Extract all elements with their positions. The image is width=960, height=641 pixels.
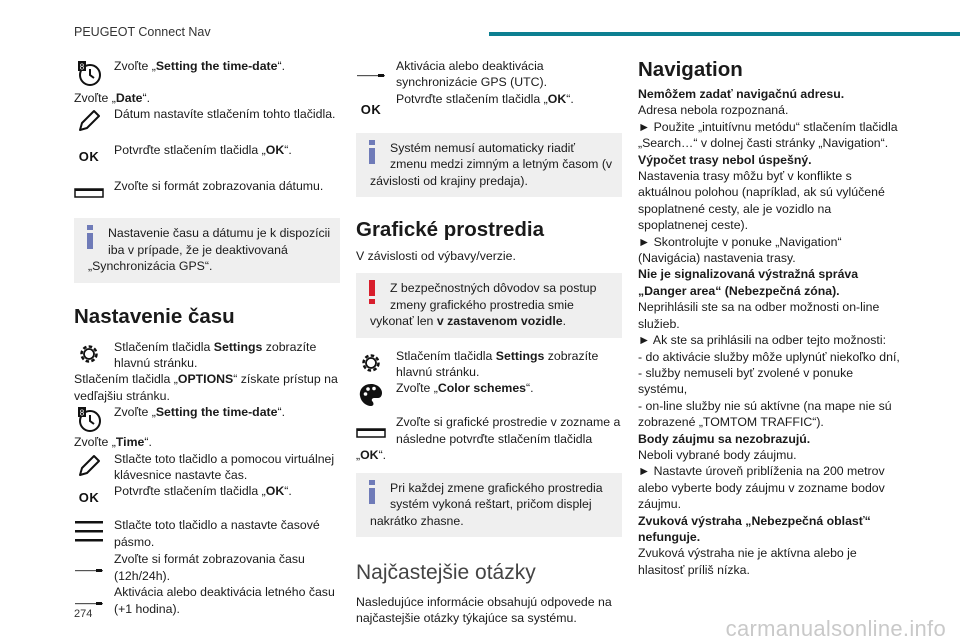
- faq-answer: ► Použite „intuitívnu metódu“ stlačením tlačidla „Search…“ v dolnej časti stránky „Navigation“.: [638, 119, 898, 151]
- ok-icon: OK: [360, 101, 382, 117]
- faq-answer: ► Ak ste sa prihlásili na odber tejto možnosti:: [638, 333, 886, 348]
- info-note: [74, 218, 340, 282]
- step-text: Aktivácia alebo deaktivácia letného času (+1 hodina).: [114, 585, 335, 616]
- faq-question: Body záujmu sa nezobrazujú.: [638, 431, 811, 446]
- step-gps: [356, 58, 622, 91]
- info-icon: [86, 225, 94, 253]
- date-intro: Zvoľte „Date“.: [74, 91, 151, 105]
- svg-text:8: 8: [79, 408, 85, 418]
- select-list-icon: [74, 178, 104, 208]
- pen-icon: [74, 106, 104, 136]
- section-heading-faq: Najčastejšie otázky: [356, 560, 536, 584]
- step-text: Zvoľte si formát zobrazovania dátumu.: [114, 179, 324, 194]
- faq-question: Zvuková výstraha „Nebezpečná oblasť“ nefunguje.: [638, 513, 871, 544]
- column-right: [638, 58, 904, 578]
- step-settings: [74, 339, 340, 372]
- section-heading-graphics: Grafické prostredia: [356, 218, 544, 242]
- step-setting-time-date: [74, 58, 340, 86]
- watermark: carmanualsonline.info: [725, 615, 946, 641]
- faq-answer: Neboli vybrané body záujmu.: [638, 447, 797, 462]
- step-text: Stlačte toto tlačidlo a pomocou virtuálnej klávesnice nastavte čas.: [114, 451, 335, 483]
- step-text: Zvoľte si grafické prostredie v zozname a následne potvrďte stlačením tlačidla: [396, 415, 621, 446]
- warning-note: [356, 273, 622, 337]
- step-select-scheme: [356, 414, 622, 447]
- info-icon: [368, 140, 376, 168]
- graphics-intro: V závislosti od výbavy/verzie.: [356, 249, 516, 264]
- step-pen-time: [74, 451, 340, 484]
- faq-answer: Nastavenia trasy môžu byť v konflikte s aktuálnou polohou (napríklad, ak sú vylúčené spoplatnené cesty, ale je vozidlo na spoplatnenej ceste).: [638, 169, 885, 233]
- toggle-line-icon: [356, 58, 386, 88]
- step-dst: [74, 584, 340, 617]
- step-text: Zvoľte „Setting the time-date“.: [114, 405, 285, 420]
- step-text: Potvrďte stlačením tlačidla „OK“.: [396, 91, 574, 106]
- step-text: Stlačením tlačidla Settings zobrazíte hlavnú stránku.: [396, 348, 599, 380]
- faq-question: Nie je signalizovaná výstražná správa „Danger area“ (Nebezpečná zóna).: [638, 267, 859, 298]
- faq-answer: ► Skontrolujte v ponuke „Navigation“ (Navigácia) nastavenia trasy.: [638, 234, 842, 266]
- clock-settings-icon: [74, 58, 104, 88]
- step-text: Dátum nastavíte stlačením tohto tlačidla.: [114, 107, 336, 122]
- palette-icon: [356, 380, 386, 410]
- page-number: 274: [74, 608, 93, 620]
- time-intro: Zvoľte „Time“.: [74, 435, 152, 450]
- faq-answer: Adresa nebola rozpoznaná.: [638, 103, 789, 118]
- note-text: Systém nemusí automaticky riadiť zmenu medzi zimným a letným časom (v závislosti od krajiny predaja).: [370, 140, 613, 188]
- column-left: [74, 58, 340, 617]
- info-icon: [368, 480, 376, 508]
- pen-icon: [74, 451, 104, 481]
- step-color-schemes: [356, 380, 622, 410]
- svg-text:8: 8: [79, 62, 85, 72]
- step-ok-date: [74, 142, 340, 176]
- step-ok-time: [74, 483, 340, 513]
- step-ok-gps: [356, 91, 622, 121]
- step-timezone: [74, 517, 340, 551]
- faq-question: Výpočet trasy nebol úspešný.: [638, 152, 812, 167]
- step-setting-time-date-2: [74, 404, 340, 430]
- step-text: Zvoľte „Setting the time-date“.: [114, 59, 285, 73]
- faq-answer: Zvuková výstraha nie je aktívna alebo je hlasitosť príliš nízka.: [638, 546, 857, 577]
- step-text: Zvoľte „Color schemes“.: [396, 381, 534, 396]
- options-text: Stlačením tlačidla „OPTIONS“ získate prístup na vedľajšiu stránku.: [74, 372, 338, 403]
- header-accent-bar: [489, 32, 960, 36]
- faq-answer: - on-line služby nie sú aktívne (na mape nie sú zobrazené „TOMTOM TRAFFIC“).: [638, 398, 892, 430]
- faq-answer: - do aktivácie služby môže uplynúť niekoľko dní,: [638, 349, 900, 364]
- gear-icon: [74, 339, 104, 369]
- clock-settings-icon: [74, 404, 104, 434]
- faq-answer: ► Nastavte úroveň priblíženia na 200 metrov alebo vyberte body záujmu v zozname bodov záujmu.: [638, 464, 885, 512]
- select-list-icon: [356, 418, 386, 448]
- ok-icon: OK: [78, 490, 100, 506]
- toggle-line-icon: [74, 551, 104, 581]
- step-text: Zvoľte si formát zobrazovania času (12h/24h).: [114, 552, 305, 583]
- step-text: Stlačením tlačidla Settings zobrazíte hlavnú stránku.: [114, 339, 317, 371]
- ok-icon: OK: [78, 149, 100, 165]
- gear-icon: [356, 348, 386, 378]
- running-header: PEUGEOT Connect Nav: [74, 25, 211, 39]
- note-text: Pri každej zmene grafického prostredia systém vykoná reštart, pričom displej nakrátko zhasne.: [370, 480, 603, 528]
- step-text: Potvrďte stlačením tlačidla „OK“.: [114, 484, 292, 499]
- step-text: Aktivácia alebo deaktivácia synchronizácie GPS (UTC).: [396, 59, 548, 90]
- step-format-time: [74, 551, 340, 584]
- step-text: Potvrďte stlačením tlačidla „OK“.: [114, 143, 292, 158]
- step-text: Stlačte toto tlačidlo a nastavte časové pásmo.: [114, 518, 320, 549]
- step-settings: [356, 348, 622, 381]
- step-format-date: [74, 178, 340, 212]
- step-pen-date: [74, 106, 340, 140]
- info-note: [356, 473, 622, 537]
- section-heading-navigation: Navigation: [638, 58, 743, 81]
- faq-answer: Neprihlásili ste sa na odber možnosti on-line služieb.: [638, 300, 880, 331]
- note-text: Z bezpečnostných dôvodov sa postup zmeny grafického prostredia smie vykonať len v zastavenom vozidle.: [370, 281, 597, 329]
- note-text: Nastavenie času a dátumu je k dispozícii iba v prípade, že je deaktivovaná „Synchronizácia GPS“.: [88, 226, 331, 274]
- warning-icon: [368, 280, 376, 308]
- column-middle: [356, 58, 622, 627]
- section-heading-time: Nastavenie času: [74, 304, 235, 328]
- info-note: [356, 133, 622, 197]
- faq-question: Nemôžem zadať navigačnú adresu.: [638, 87, 845, 101]
- faq-intro: Nasledujúce informácie obsahujú odpovede na najčastejšie otázky týkajúce sa systému.: [356, 594, 612, 626]
- faq-answer: - služby nemuseli byť zvolené v ponuke systému,: [638, 365, 854, 397]
- step-text-tail: „OK“.: [356, 448, 387, 463]
- menu-list-icon: [74, 517, 104, 547]
